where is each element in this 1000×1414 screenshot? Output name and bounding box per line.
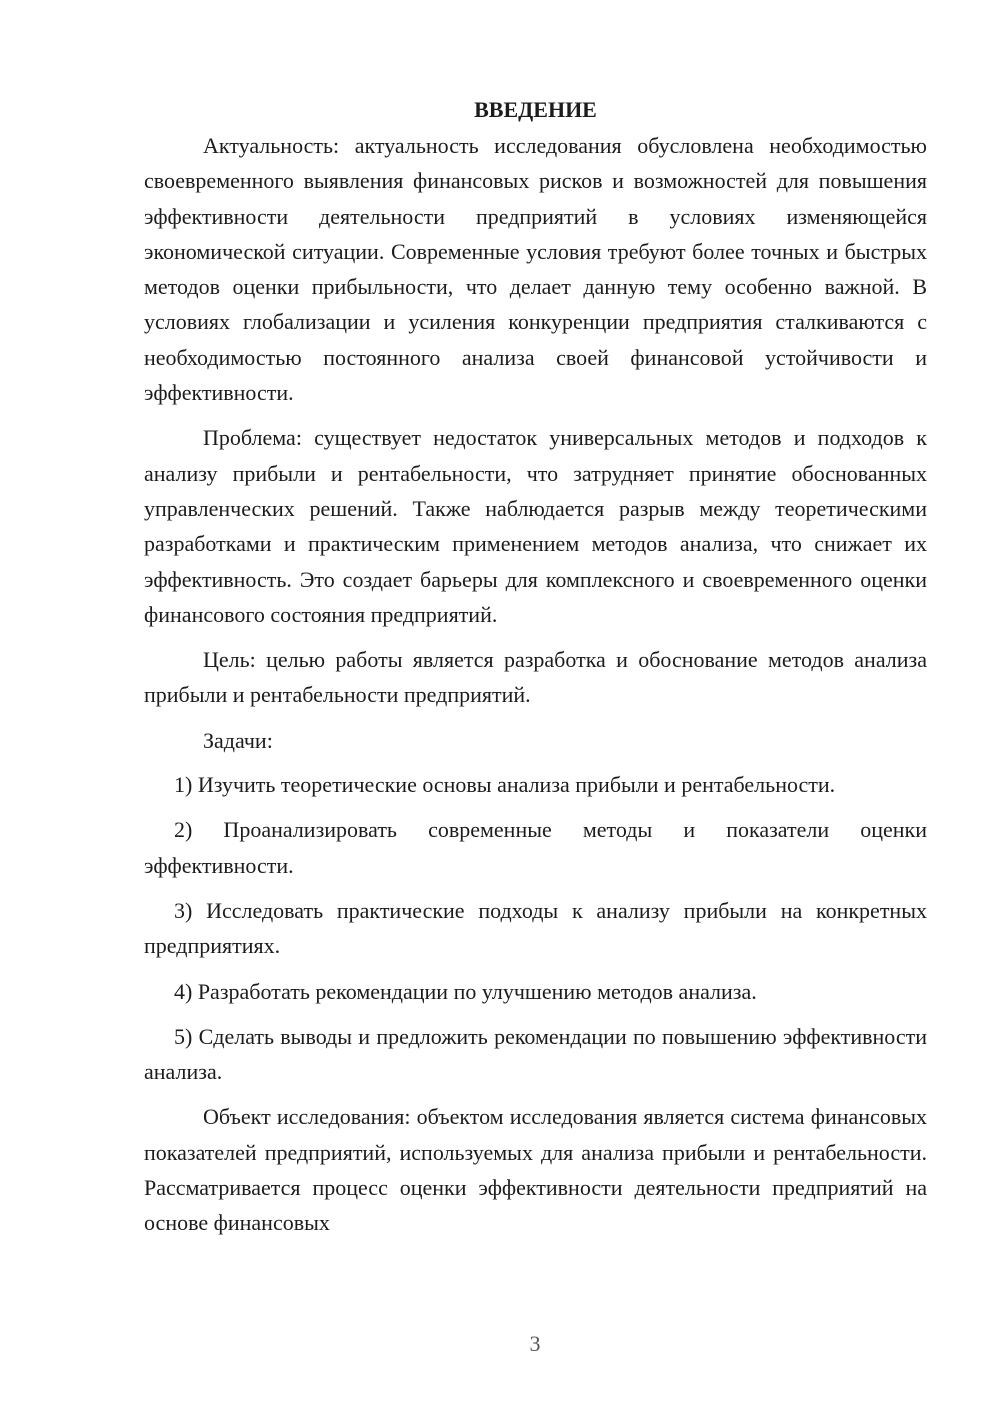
tasks-heading: Задачи: [203, 727, 273, 753]
section-title: ВВЕДЕНИЕ [474, 97, 597, 122]
task-item: 5) Сделать выводы и предложить рекомендации по повышению эффективности анализа. [144, 1023, 927, 1085]
relevance-paragraph: Актуальность: актуальность исследования обусловлена необходимостью своевременного выявления финансовых рисков и возможностей для повышения эффективности деятельности предприятий в условиях изменяющейся экономической ситуации. Современные условия требуют более точных и быстрых методов оценки прибыльности, что делает данную тему особенно важной. В условиях глобализации и усиления конкуренции предприятия сталкиваются с необходимостью постоянного анализа своей финансовой устойчивости и эффективности. [144, 133, 927, 406]
research-object-paragraph: Объект исследования: объектом исследования является система финансовых показателей предприятий, используемых для анализа прибыли и рентабельности. Рассматривается процесс оценки эффективности деятельности предприятий на основе финансовых [144, 1104, 927, 1236]
goal-paragraph: Цель: целью работы является разработка и обоснование методов анализа прибыли и рентабельности предприятий. [144, 647, 927, 708]
task-item: 3) Исследовать практические подходы к анализу прибыли на конкретных предприятиях. [144, 897, 927, 959]
task-item: 1) Изучить теоретические основы анализа прибыли и рентабельности. [174, 772, 836, 798]
document-body [144, 92, 927, 1241]
task-item: 2) Проанализировать современные методы и показатели оценки эффективности. [144, 817, 927, 878]
page-number: 3 [529, 1331, 541, 1356]
problem-paragraph: Проблема: существует недостаток универсальных методов и подходов к анализу прибыли и рентабельности, что затрудняет принятие обоснованных управленческих решений. Также наблюдается разрыв между теоретическими разработками и практическим применением методов анализа, что снижает их эффективность. Это создает барьеры для комплексного и своевременного оценки финансового состояния предприятий. [144, 425, 927, 627]
task-item: 4) Разработать рекомендации по улучшению методов анализа. [174, 978, 757, 1004]
